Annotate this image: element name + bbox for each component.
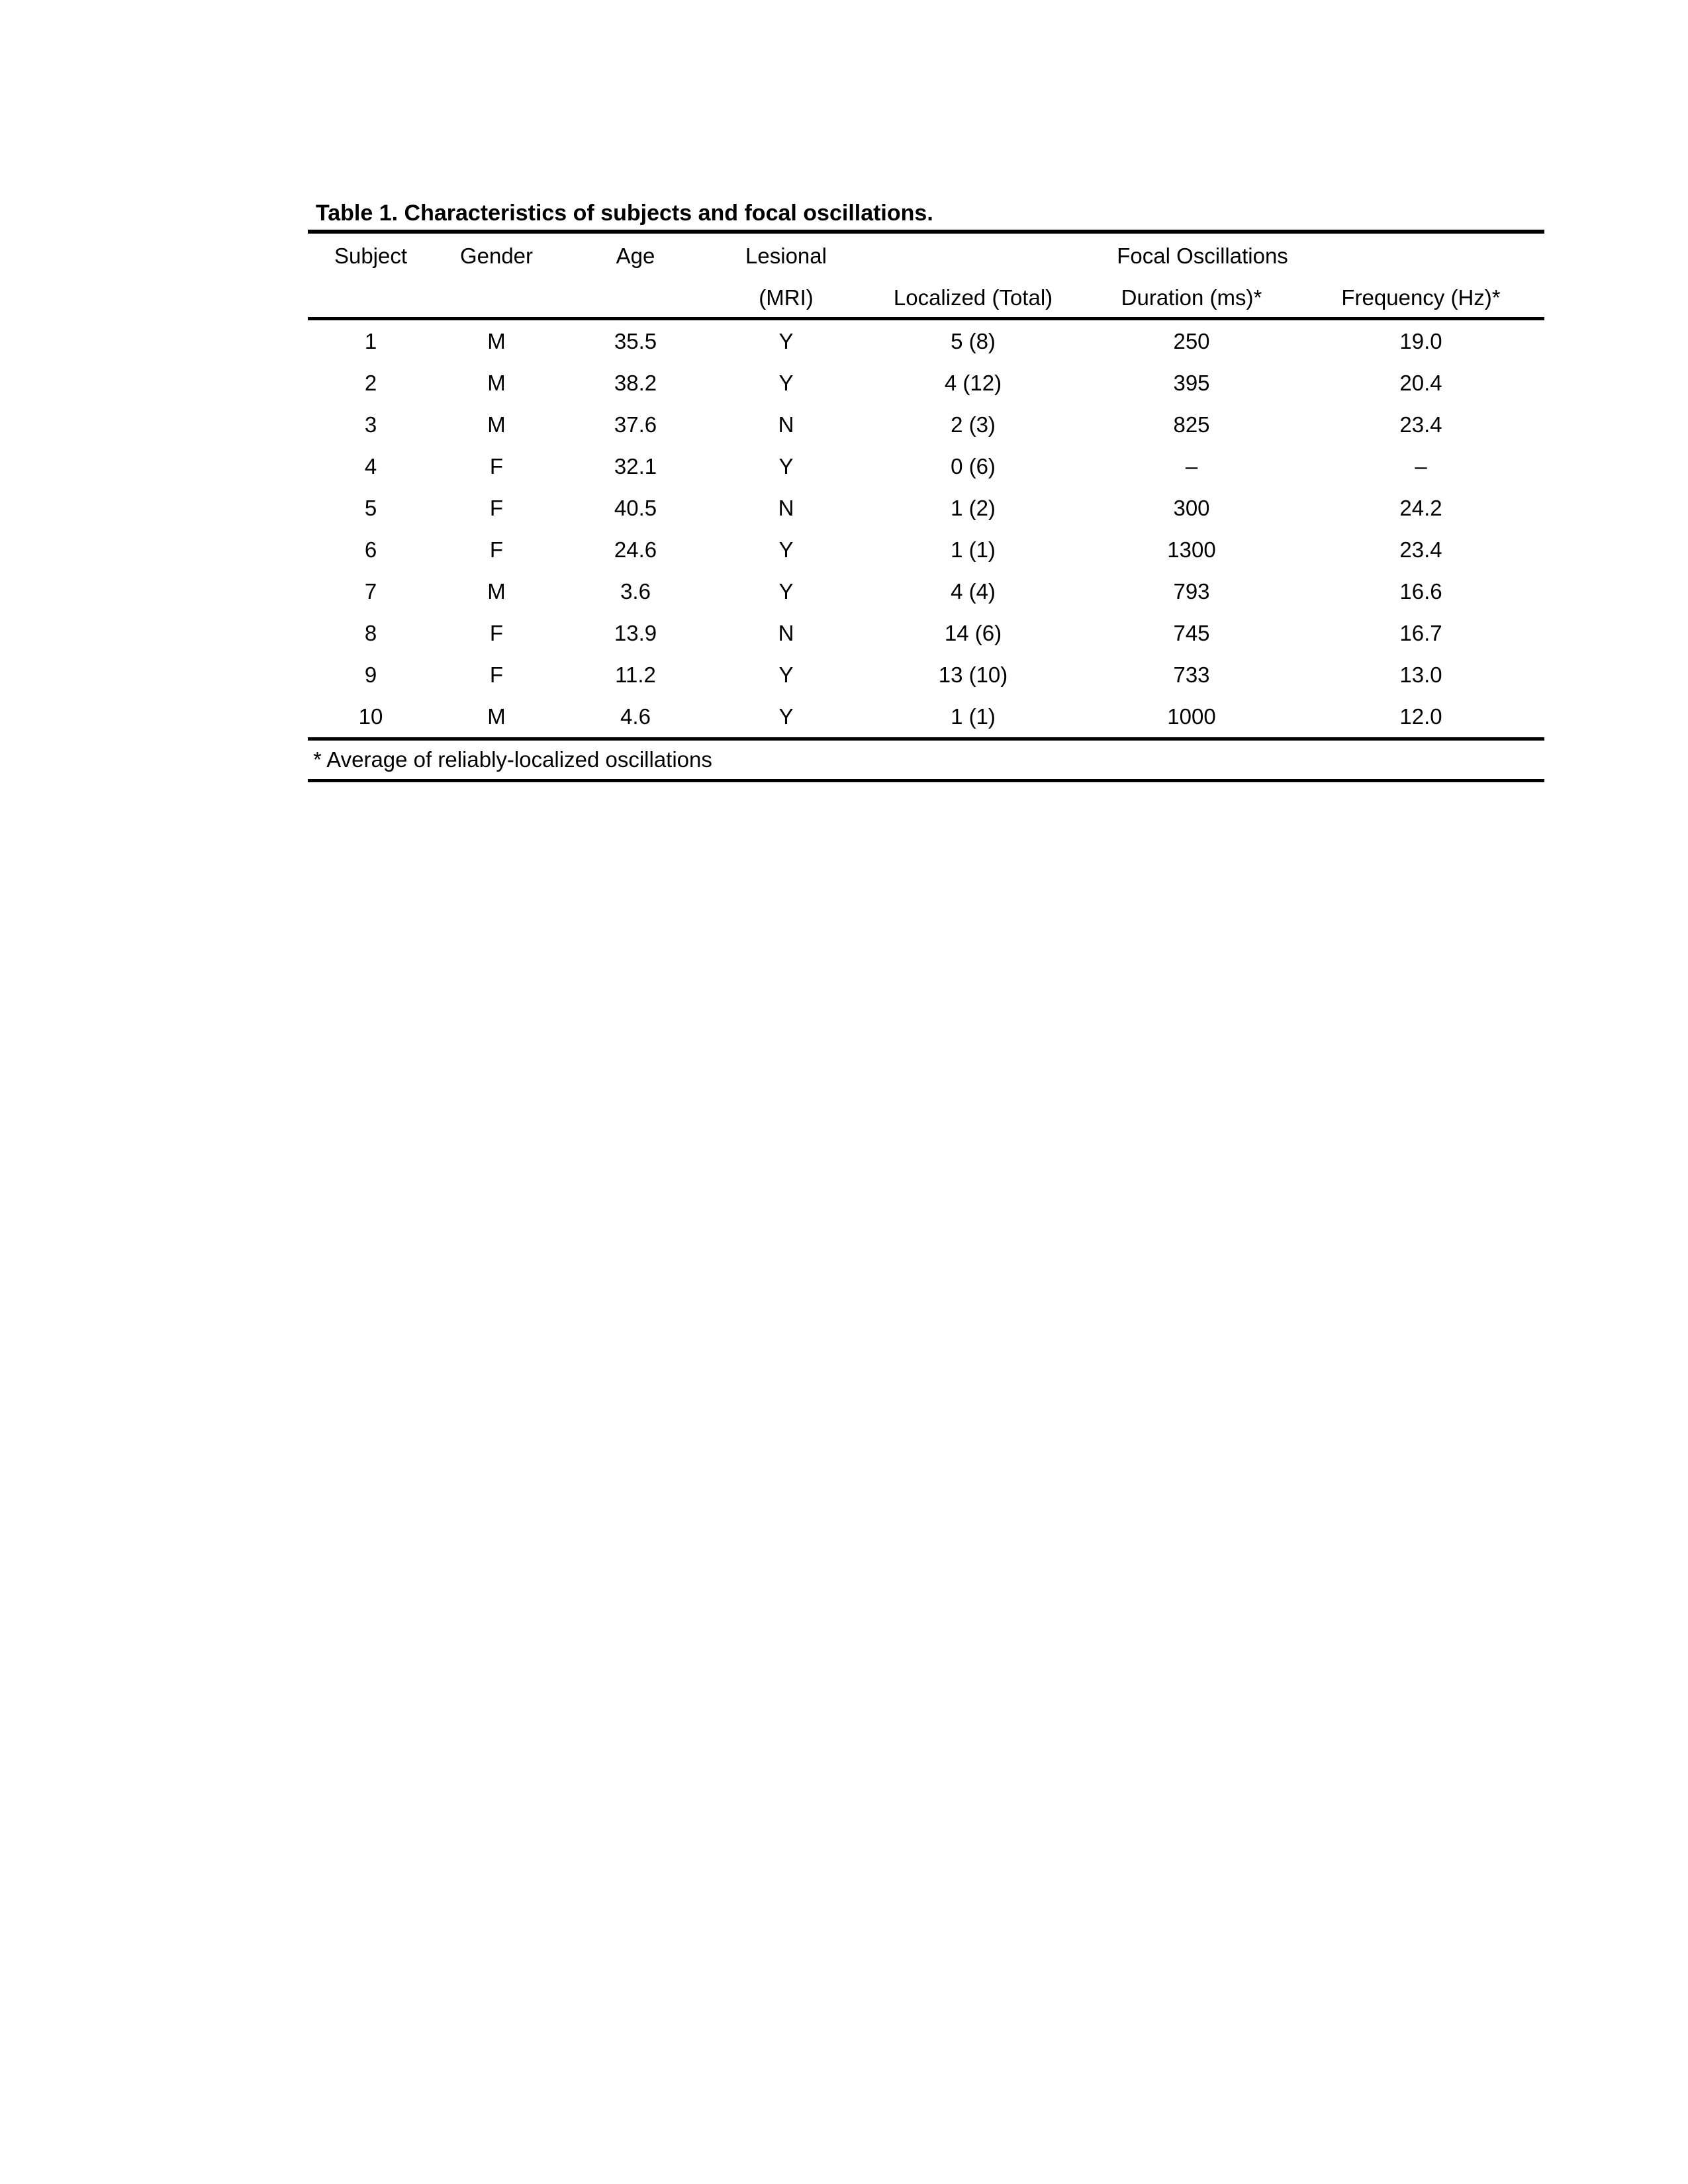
cell-subject: 9 (364, 662, 377, 687)
cell-frequency: 20.4 (1399, 370, 1442, 395)
cell-duration: 395 (1173, 370, 1210, 395)
col-header-empty (559, 279, 712, 319)
table-footnote: * Average of reliably-localized oscillations (313, 747, 712, 772)
table-row (308, 487, 1544, 529)
cell-gender: F (489, 537, 504, 562)
cell-duration: 745 (1173, 620, 1210, 645)
cell-subject: 8 (364, 620, 377, 645)
header-row-2 (308, 279, 1544, 319)
cell-gender: F (489, 453, 504, 478)
col-header-age: Age (616, 244, 655, 268)
cell-gender: F (489, 620, 504, 645)
cell-gender: M (487, 412, 506, 437)
cell-lesional: N (778, 495, 794, 520)
cell-localized: 4 (12) (944, 370, 1002, 395)
cell-gender: M (487, 370, 506, 395)
header-row-1 (308, 232, 1544, 279)
cell-lesional: Y (778, 662, 794, 687)
cell-duration: 1000 (1086, 696, 1297, 739)
cell-lesional: N (778, 412, 794, 437)
cell-age: 4.6 (559, 696, 712, 739)
cell-duration: 300 (1173, 495, 1210, 520)
cell-lesional: N (778, 620, 794, 645)
cell-duration: 733 (1173, 662, 1210, 687)
cell-subject: 4 (364, 453, 377, 478)
cell-duration: 1300 (1167, 537, 1216, 562)
cell-age: 37.6 (614, 412, 657, 437)
cell-frequency: 19.0 (1399, 328, 1442, 353)
table-row (308, 654, 1544, 696)
table-body (308, 319, 1544, 739)
col-header-subject: Subject (334, 244, 408, 268)
cell-localized: 13 (10) (938, 662, 1008, 687)
cell-subject: 10 (308, 696, 434, 739)
cell-gender: F (489, 495, 504, 520)
table-row (308, 445, 1544, 487)
cell-lesional: Y (778, 328, 794, 353)
cell-lesional: Y (778, 537, 794, 562)
cell-frequency: – (1415, 453, 1427, 478)
table-row (308, 319, 1544, 363)
cell-age: 24.6 (614, 537, 657, 562)
table-row (308, 612, 1544, 654)
cell-localized: 14 (6) (944, 620, 1002, 645)
cell-age: 35.5 (614, 328, 657, 353)
cell-frequency: 16.6 (1399, 578, 1442, 604)
cell-subject: 1 (364, 328, 377, 353)
cell-frequency: 13.0 (1399, 662, 1442, 687)
cell-age: 40.5 (614, 495, 657, 520)
cell-gender: M (434, 696, 559, 739)
cell-localized: 1 (1) (861, 696, 1086, 739)
table-title: Table 1. Characteristics of subjects and focal oscillations. (316, 201, 933, 226)
col-header-mri: (MRI) (712, 279, 861, 319)
cell-duration: 825 (1173, 412, 1210, 437)
cell-gender: M (487, 328, 506, 353)
footnote-row (308, 739, 1544, 781)
cell-localized: 2 (3) (951, 412, 996, 437)
table-header (308, 232, 1544, 319)
table-row (308, 570, 1544, 612)
table-footer (308, 739, 1544, 781)
table-row (308, 696, 1544, 739)
cell-frequency: 23.4 (1399, 412, 1442, 437)
cell-lesional: Y (778, 453, 794, 478)
cell-subject: 3 (364, 412, 377, 437)
cell-gender: F (489, 662, 504, 687)
table-row (308, 404, 1544, 445)
table-row (308, 529, 1544, 570)
cell-lesional: Y (778, 370, 794, 395)
cell-subject: 5 (364, 495, 377, 520)
cell-duration: 250 (1173, 328, 1210, 353)
cell-gender: M (487, 578, 506, 604)
cell-subject: 7 (364, 578, 377, 604)
cell-age: 3.6 (620, 578, 651, 604)
cell-duration: – (1185, 453, 1198, 478)
cell-localized: 1 (2) (951, 495, 996, 520)
cell-localized: 0 (6) (951, 453, 996, 478)
col-header-lesional: Lesional (745, 244, 827, 268)
cell-age: 11.2 (615, 662, 656, 687)
col-header-localized: Localized (Total) (861, 279, 1086, 319)
cell-localized: 4 (4) (951, 578, 996, 604)
cell-frequency: 12.0 (1297, 696, 1544, 739)
cell-lesional: Y (778, 578, 794, 604)
cell-frequency: 23.4 (1399, 537, 1442, 562)
cell-age: 32.1 (614, 453, 657, 478)
table-1-block (308, 197, 1544, 782)
col-header-empty (308, 279, 434, 319)
cell-subject: 2 (364, 370, 377, 395)
col-header-focal-oscillations: Focal Oscillations (1117, 244, 1288, 268)
cell-subject: 6 (364, 537, 377, 562)
cell-localized: 1 (1) (951, 537, 996, 562)
cell-frequency: 16.7 (1399, 620, 1442, 645)
cell-age: 38.2 (614, 370, 657, 395)
subjects-table (308, 230, 1544, 782)
col-header-gender: Gender (459, 244, 534, 268)
cell-localized: 5 (8) (951, 328, 996, 353)
col-header-empty (434, 279, 559, 319)
col-header-frequency: Frequency (Hz)* (1297, 279, 1544, 319)
table-row (308, 362, 1544, 404)
cell-lesional: Y (712, 696, 861, 739)
cell-age: 13.9 (614, 620, 657, 645)
cell-frequency: 24.2 (1399, 495, 1442, 520)
col-header-duration: Duration (ms)* (1086, 279, 1297, 319)
cell-duration: 793 (1173, 578, 1210, 604)
